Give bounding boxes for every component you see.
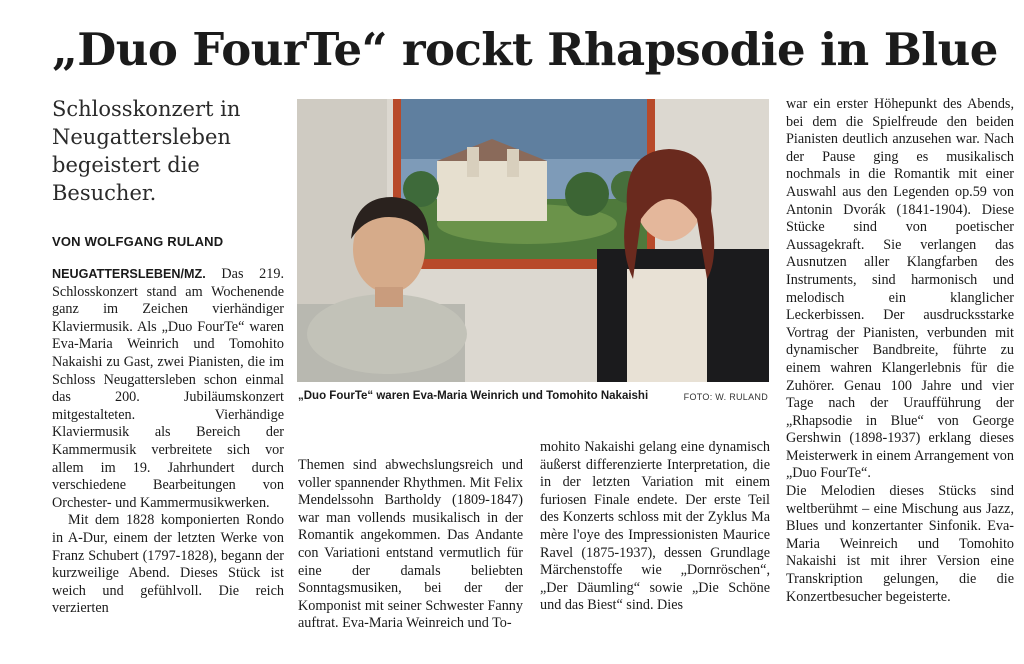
article-photo xyxy=(297,99,769,382)
photo-illustration xyxy=(297,99,769,382)
paragraph: Themen sind abwechslungsreich und voller spannender Rhythmen. Mit Felix Mendelssohn Bartholdy (1809-1847) war man vollends musikalisch in der Romantik angekommen. Das Andante con Variationi entstand vermutlich für eine der damals beliebten Sonntagsmusiken, bei der der Komponist mit seiner Schwester Fanny auftrat. Eva-Maria Weinreich und To- xyxy=(298,457,523,632)
paragraph-text: Das 219. Schlosskonzert stand am Wochenende ganz im Zeichen vierhändiger Klaviermusik. Als „Duo FourTe“ waren Eva-Maria Weinrich und Tomohito Nakaishi zu Gast, zwei Pianisten, die im Schloss Neugattersleben schon einmal das 200. Jubiläumskonzert mitgestalteten. Vierhändige Klaviermusik als Bereich der Kammermusik verbreitete sich vor allem im 19. Jahrhundert durch verschiedene Bearbeitungen von Orchester- und Kammermusikwerken. xyxy=(52,266,284,511)
paragraph: Die Melodien dieses Stücks sind weltberühmt – eine Mischung aus Jazz, Blues und konzertanter Sinfonik. Eva-Maria Weinreich und Tomohito Nakaishi ist mit ihrer Version eine Transkription gelungen, die die Konzertbesucher begeisterte. xyxy=(786,483,1014,605)
article-column-3 xyxy=(540,439,770,615)
paragraph: mohito Nakaishi gelang eine dynamisch äußerst differenzierte Interpretation, die in der letzten Variation mit einem furiosen Finale endete. Der erste Teil des Konzerts schloss mit der Zyklus Ma mère l'oye des Impressionisten Maurice Ravel (1875-1937), dessen Grundlage Märchenstoffe wie „Dornröschen“, „Der Däumling“ sowie „Die Schöne und das Biest“ sind. Dies xyxy=(540,439,770,614)
article-column-2 xyxy=(298,457,523,633)
subheadline: Schlosskonzert in Neugattersleben begeistert die Besucher. xyxy=(52,97,241,205)
paragraph: Mit dem 1828 komponierten Rondo in A-Dur, einem der letzten Werke von Franz Schubert (1797-1828), begann der kurzweilige Abend. Dieses Stück ist weich und gefühlvoll. Die reich verzierten xyxy=(52,512,284,617)
byline: VON WOLFGANG RULAND xyxy=(52,234,224,249)
article-column-4 xyxy=(786,96,1014,606)
dateline: NEUGATTERSLEBEN/MZ. xyxy=(52,267,206,281)
paragraph xyxy=(52,266,284,512)
paragraph: war ein erster Höhepunkt des Abends, bei dem die Spielfreude den beiden Pianisten deutlich anzusehen war. Nach der Pause ging es musikalisch nochmals in die Romantik mit einer Auswahl aus den Legenden op.59 von Antonin Dvorák (1841-1904). Diese Stücke sind von poetischer Aussagekraft. Sie verlangen das Ausnutzen aller Klangfarben des Instruments, sind harmonisch und melodisch ein klanglicher Leckerbissen. Der ausdrucksstarke Vortrag der Pianisten, verbunden mit dynamischer Bandbreite, führte zu einem wahren Klangerlebnis für die Zuhörer. Genau 100 Jahre und vier Tage nach der Uraufführung der „Rhapsodie in Blue“ von George Gershwin (1898-1937) erklang dieses Meisterwerk in einem Arrangement von „Duo FourTe“. xyxy=(786,96,1014,482)
photo-credit: FOTO: W. RULAND xyxy=(683,392,768,402)
photo-caption xyxy=(298,388,768,404)
headline: „Duo FourTe“ rockt Rhapsodie in Blue xyxy=(52,23,998,76)
article-column-1 xyxy=(52,266,284,618)
caption-text: „Duo FourTe“ waren Eva-Maria Weinrich und Tomohito Nakaishi xyxy=(298,390,649,402)
